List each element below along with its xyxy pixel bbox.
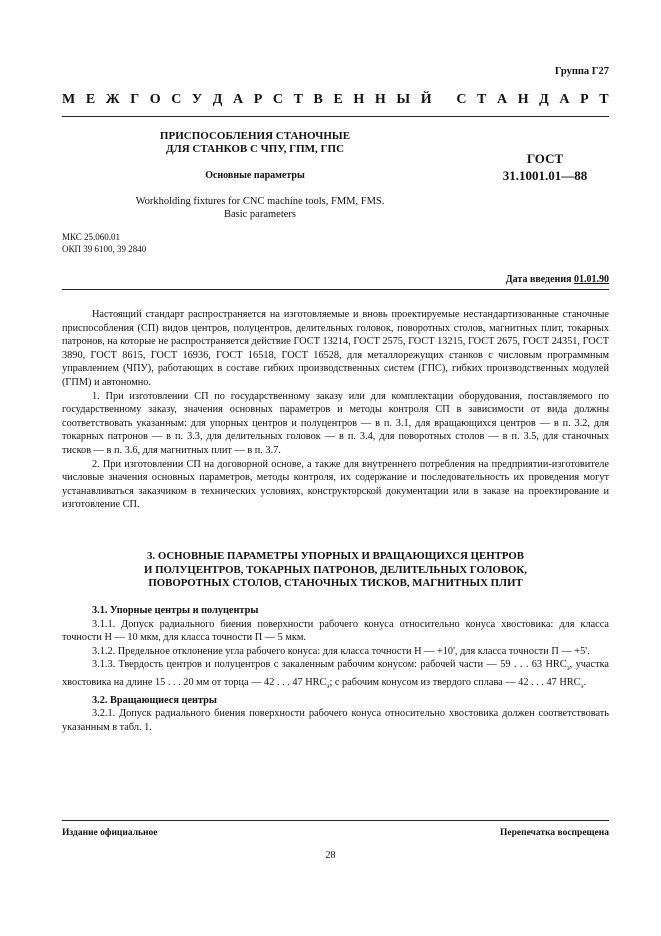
banner-letter: У bbox=[191, 92, 203, 107]
section-heading-line: И ПОЛУЦЕНТРОВ, ТОКАРНЫХ ПАТРОНОВ, ДЕЛИТЕЛЬНЫХ ГОЛОВОК, bbox=[144, 563, 527, 576]
clause-3-1-3-part: 3.1.3. Твердость центров и полуцентров с закаленным рабочим конусом: рабочей части — 59 . . . 63 HRC bbox=[92, 659, 567, 671]
introduction-date bbox=[506, 274, 609, 285]
gost-label: ГОСТ bbox=[526, 151, 564, 166]
banner-letter: Й bbox=[420, 92, 432, 107]
okp-code: ОКП 39 6100, 39 2840 bbox=[62, 243, 147, 254]
banner-letter: Т bbox=[599, 92, 609, 107]
banner-letter: С bbox=[171, 92, 182, 107]
clause-3-1-3-part: ; с рабочим конусом из твердого сплава — 42 . . . 47 HRC bbox=[329, 677, 581, 689]
banner-letter: В bbox=[313, 92, 323, 107]
footer-rule bbox=[62, 820, 609, 821]
reprint-prohibited-note: Перепечатка воспрещена bbox=[499, 828, 609, 838]
banner-letter: Д bbox=[212, 92, 223, 107]
interstate-standard-banner bbox=[62, 92, 609, 108]
clause-3-1-3-part: . bbox=[583, 677, 587, 689]
banner-letter: Е bbox=[85, 92, 96, 107]
page-number: 28 bbox=[325, 850, 336, 861]
title-line: ДЛЯ СТАНКОВ С ЧПУ, ГПМ, ГПС bbox=[165, 143, 345, 155]
document-title bbox=[110, 130, 400, 156]
banner-letter: Н bbox=[353, 92, 365, 107]
gost-designation bbox=[470, 150, 620, 184]
english-title bbox=[90, 195, 430, 221]
banner-letter: А bbox=[559, 92, 570, 107]
intro-body bbox=[62, 308, 609, 512]
banner-letter: С bbox=[456, 92, 467, 107]
section-heading-line: ПОВОРОТНЫХ СТОЛОВ, СТАНОЧНЫХ ТИСКОВ, МАГНИТНЫХ ПЛИТ bbox=[148, 577, 523, 590]
official-edition-note: Издание официальное bbox=[62, 828, 158, 838]
banner-letter: Ы bbox=[396, 92, 411, 107]
clause-3-1-1: 3.1.1. Допуск радиального биения поверхности рабочего конуса относительно конуса хвостовика: для класса точности Н — 10 мкм, для класса точности П — 5 мкм. bbox=[62, 618, 609, 644]
banner-letter: Р bbox=[253, 92, 263, 107]
banner-letter: Р bbox=[580, 92, 589, 107]
hrc-subscript: э bbox=[326, 682, 330, 691]
banner-letter: А bbox=[233, 92, 244, 107]
banner-letter: Т bbox=[477, 92, 487, 107]
clause-3-1-2: 3.1.2. Предельное отклонение угла рабочего конуса: для класса точности Н — +10', для класса точности П — +5'. bbox=[92, 645, 590, 657]
english-title-line: Workholding fixtures for CNC machine tools, FMM, FMS. bbox=[135, 196, 385, 207]
banner-letter: М bbox=[62, 92, 76, 107]
banner-letter: А bbox=[496, 92, 508, 107]
section-heading-line: 3. ОСНОВНЫЕ ПАРАМЕТРЫ УПОРНЫХ И ВРАЩАЮЩИХСЯ ЦЕНТРОВ bbox=[147, 550, 524, 562]
date-label: Дата введения bbox=[505, 274, 572, 285]
banner-letter: Т bbox=[293, 92, 303, 107]
banner-space bbox=[442, 92, 446, 108]
header-rule bbox=[62, 116, 609, 117]
subsection-3-2-heading: 3.2. Вращающиеся центры bbox=[92, 694, 217, 706]
intro-paragraph: Настоящий стандарт распространяется на изготовляемые и вновь проектируемые нестандартизованные станочные приспособления (СП) видов центров, полуцентров, делительных головок, поворотных столов, магнитных плит, токарных патронов, на которые не распространяется действие ГОСТ 13214, ГОСТ 2575, ГОСТ 13215, ГОСТ 2675, ГОСТ 24351, ГОСТ 3890, ГОСТ 8615, ГОСТ 16936, ГОСТ 16518, ГОСТ 16528, для металлорежущих станков с числовым программным управлением (ЧПУ), работающих в составе гибких производственных систем (ГПС), гибких производственных модулей (ГПМ) и автономно. bbox=[62, 309, 609, 388]
group-code: Группа Г27 bbox=[554, 66, 609, 77]
date-rule bbox=[62, 289, 609, 290]
hrc-subscript: э bbox=[566, 664, 570, 673]
english-title-line: Basic parameters bbox=[223, 209, 296, 220]
banner-letter: Ж bbox=[105, 92, 120, 107]
banner-letter: Н bbox=[517, 92, 529, 107]
intro-paragraph: 2. При изготовлении СП на договорной основе, а также для внутреннего потребления на предприятии-изготовителе числовые значения основных параметров, методы контроля, их содержание и последовательность их проведения могут устанавливаться заказчиком в технических условиях, конструкторской документации или в заказе на проектирование и изготовление СП. bbox=[62, 458, 609, 511]
banner-letter: Д bbox=[539, 92, 549, 107]
banner-letter: С bbox=[272, 92, 284, 107]
gost-number: 31.1001.01—88 bbox=[502, 168, 588, 183]
clause-3-2-1: 3.2.1. Допуск радиального биения поверхности рабочего конуса относительно хвостовика должен соответствовать указанным в табл. 1. bbox=[62, 708, 609, 733]
banner-letter: О bbox=[149, 92, 161, 107]
clause-3-1-3 bbox=[62, 658, 609, 693]
document-subtitle: Основные параметры bbox=[205, 170, 305, 181]
classification-codes bbox=[62, 232, 146, 255]
banner-letter: Н bbox=[374, 92, 386, 107]
title-line: ПРИСПОСОБЛЕНИЯ СТАНОЧНЫЕ bbox=[159, 130, 351, 142]
section-3-heading bbox=[62, 550, 609, 591]
section-3-body bbox=[62, 604, 609, 734]
hrc-subscript: э bbox=[580, 682, 584, 691]
banner-letter: Е bbox=[333, 92, 343, 107]
mks-code: МКС 25.060.01 bbox=[62, 232, 121, 242]
banner-letter: Г bbox=[130, 92, 140, 107]
date-value: 01.01.90 bbox=[574, 274, 609, 285]
clause-3-1-3-part: , участка хвостовика на длине 15 . . . 20 мм от торца — 42 . . . 47 HRC bbox=[62, 659, 609, 689]
intro-paragraph: 1. При изготовлении СП по государственному заказу или для комплектации оборудования, поставляемого по государственному заказу, значения основных параметров и методы контроля СП в зависимости от вида должны соответствовать указанным: для упорных центров и полуцентров — в п. 3.1, для вращающихся центров — в п. 3.2, для токарных патронов — в п. 3.3, для делительных головок — в п. 3.4, для поворотных столов — в п. 3.5, для станочных тисков — в п. 3.6, для магнитных плит — в п. 3.7. bbox=[62, 390, 609, 456]
subsection-3-1-heading: 3.1. Упорные центры и полуцентры bbox=[92, 605, 259, 616]
